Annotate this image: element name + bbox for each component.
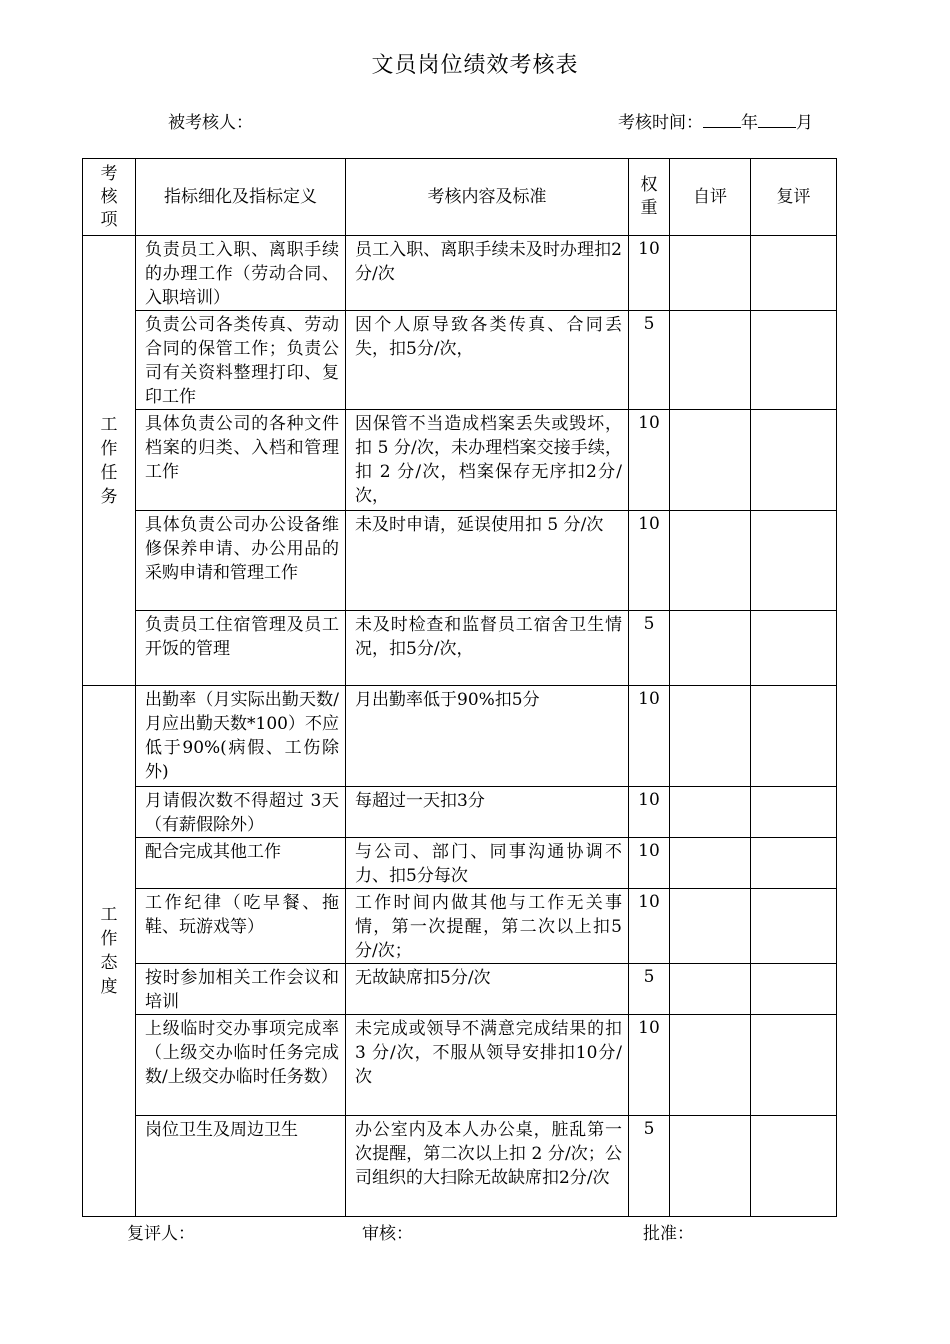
re-eval-cell[interactable] xyxy=(751,511,837,611)
exam-time xyxy=(618,108,813,133)
table-row xyxy=(83,236,837,311)
category-work-attitude: 工作态度 xyxy=(83,686,136,1217)
month-label: 月 xyxy=(796,113,813,133)
category-work-tasks: 工作任务 xyxy=(83,236,136,686)
weight-cell: 5 xyxy=(629,1116,670,1217)
standard-cell: 未及时申请，延误使用扣 5 分/次 xyxy=(346,511,629,611)
weight-cell: 10 xyxy=(629,787,670,838)
table-header-row xyxy=(83,159,837,236)
indicator-cell: 工作纪律（吃早餐、拖鞋、玩游戏等） xyxy=(136,889,346,964)
standard-cell: 因个人原导致各类传真、合同丢失，扣5分/次， xyxy=(346,311,629,410)
weight-cell: 10 xyxy=(629,1015,670,1116)
indicator-cell: 具体负责公司的各种文件档案的归类、入档和管理工作 xyxy=(136,410,346,511)
weight-cell: 10 xyxy=(629,410,670,511)
table-row xyxy=(83,686,837,787)
year-blank[interactable] xyxy=(703,113,741,128)
indicator-cell: 出勤率（月实际出勤天数/月应出勤天数*100）不应低于90%(病假、工伤除外) xyxy=(136,686,346,787)
indicator-cell: 负责员工入职、离职手续的办理工作（劳动合同、入职培训） xyxy=(136,236,346,311)
self-eval-cell[interactable] xyxy=(670,889,751,964)
table-row xyxy=(83,1116,837,1217)
standard-cell: 与公司、部门、同事沟通协调不力、扣5分每次 xyxy=(346,838,629,889)
weight-cell: 10 xyxy=(629,511,670,611)
self-eval-cell[interactable] xyxy=(670,311,751,410)
reviewer-label: 复评人： xyxy=(127,1224,195,1244)
standard-cell: 未及时检查和监督员工宿舍卫生情况，扣5分/次， xyxy=(346,611,629,686)
indicator-cell: 负责公司各类传真、劳动合同的保管工作；负责公司有关资料整理打印、复印工作 xyxy=(136,311,346,410)
re-eval-cell[interactable] xyxy=(751,1015,837,1116)
table-row xyxy=(83,410,837,511)
self-eval-cell[interactable] xyxy=(670,964,751,1015)
standard-cell: 无故缺席扣5分/次 xyxy=(346,964,629,1015)
indicator-cell: 负责员工住宿管理及员工开饭的管理 xyxy=(136,611,346,686)
header-self-eval: 自评 xyxy=(670,159,751,236)
standard-cell: 办公室内及本人办公桌，脏乱第一次提醒，第二次以上扣 2 分/次；公司组织的大扫除无故缺席扣2分/次 xyxy=(346,1116,629,1217)
weight-cell: 10 xyxy=(629,889,670,964)
self-eval-cell[interactable] xyxy=(670,787,751,838)
re-eval-cell[interactable] xyxy=(751,964,837,1015)
header-meta xyxy=(0,108,950,132)
table-row xyxy=(83,838,837,889)
self-eval-cell[interactable] xyxy=(670,511,751,611)
standard-cell: 工作时间内做其他与工作无关事情，第一次提醒，第二次以上扣5分/次； xyxy=(346,889,629,964)
table-row xyxy=(83,611,837,686)
self-eval-cell[interactable] xyxy=(670,236,751,311)
re-eval-cell[interactable] xyxy=(751,1116,837,1217)
table-row xyxy=(83,311,837,410)
re-eval-cell[interactable] xyxy=(751,686,837,787)
standard-cell: 每超过一天扣3分 xyxy=(346,787,629,838)
indicator-cell: 配合完成其他工作 xyxy=(136,838,346,889)
re-eval-cell[interactable] xyxy=(751,311,837,410)
weight-cell: 10 xyxy=(629,236,670,311)
examinee-label: 被考核人： xyxy=(168,113,253,133)
time-label: 考核时间： xyxy=(618,113,703,133)
weight-cell: 5 xyxy=(629,611,670,686)
header-weight: 权重 xyxy=(629,159,670,236)
month-blank[interactable] xyxy=(758,113,796,128)
year-label: 年 xyxy=(741,113,758,133)
weight-cell: 5 xyxy=(629,311,670,410)
re-eval-cell[interactable] xyxy=(751,787,837,838)
page-title: 文员岗位绩效考核表 xyxy=(371,53,579,78)
indicator-cell: 月请假次数不得超过 3天（有薪假除外） xyxy=(136,787,346,838)
standard-cell: 员工入职、离职手续未及时办理扣2分/次 xyxy=(346,236,629,311)
indicator-cell: 按时参加相关工作会议和培训 xyxy=(136,964,346,1015)
approver-label: 批准： xyxy=(643,1224,694,1244)
weight-cell: 10 xyxy=(629,838,670,889)
self-eval-cell[interactable] xyxy=(670,410,751,511)
self-eval-cell[interactable] xyxy=(670,611,751,686)
auditor-label: 审核： xyxy=(362,1224,413,1244)
header-re-eval: 复评 xyxy=(751,159,837,236)
self-eval-cell[interactable] xyxy=(670,1015,751,1116)
re-eval-cell[interactable] xyxy=(751,236,837,311)
table-row xyxy=(83,1015,837,1116)
standard-cell: 未完成或领导不满意完成结果的扣 3 分/次，不服从领导安排扣10分/次 xyxy=(346,1015,629,1116)
table-row xyxy=(83,787,837,838)
table-row xyxy=(83,964,837,1015)
self-eval-cell[interactable] xyxy=(670,838,751,889)
re-eval-cell[interactable] xyxy=(751,611,837,686)
weight-cell: 5 xyxy=(629,964,670,1015)
standard-cell: 月出勤率低于90%扣5分 xyxy=(346,686,629,787)
header-indicator: 指标细化及指标定义 xyxy=(136,159,346,236)
table-row xyxy=(83,511,837,611)
re-eval-cell[interactable] xyxy=(751,889,837,964)
indicator-cell: 具体负责公司办公设备维修保养申请、办公用品的采购申请和管理工作 xyxy=(136,511,346,611)
indicator-cell: 岗位卫生及周边卫生 xyxy=(136,1116,346,1217)
weight-cell: 10 xyxy=(629,686,670,787)
standard-cell: 因保管不当造成档案丢失或毁坏，扣 5 分/次，未办理档案交接手续，扣 2 分/次，档案保存无序扣2分/次， xyxy=(346,410,629,511)
indicator-cell: 上级临时交办事项完成率（上级交办临时任务完成数/上级交办临时任务数） xyxy=(136,1015,346,1116)
header-standard: 考核内容及标准 xyxy=(346,159,629,236)
re-eval-cell[interactable] xyxy=(751,838,837,889)
self-eval-cell[interactable] xyxy=(670,686,751,787)
re-eval-cell[interactable] xyxy=(751,410,837,511)
self-eval-cell[interactable] xyxy=(670,1116,751,1217)
assessment-table xyxy=(82,158,837,1217)
table-row xyxy=(83,889,837,964)
header-category: 考核项 xyxy=(83,159,136,236)
